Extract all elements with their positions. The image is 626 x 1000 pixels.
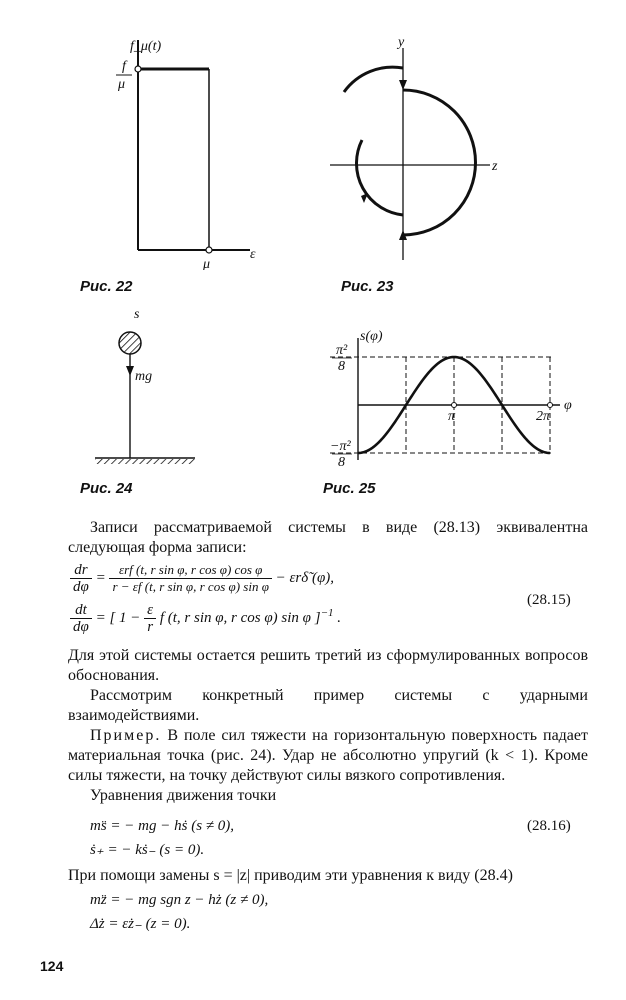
- figure-22: [70, 30, 270, 270]
- eq-number-28-16: (28.16): [527, 818, 571, 834]
- fig25-top-den: 8: [338, 359, 345, 374]
- eq1b-frac-den: r: [147, 619, 154, 635]
- fig23-arrow-left: [361, 193, 368, 203]
- eq1b-exp: −1: [320, 606, 334, 619]
- para-6-block: [68, 866, 588, 886]
- figure-25: [310, 330, 580, 480]
- eq1b-lhs-num: dt: [70, 602, 92, 619]
- fig25-bottom-den: 8: [338, 455, 345, 470]
- eq-28-15b: [70, 602, 341, 635]
- eq1b-eq: =: [95, 609, 106, 626]
- fig24-force-arrow: [126, 366, 134, 376]
- fig25-tick-2pi: 2π: [536, 409, 551, 424]
- fig22-xlabel: ε: [250, 247, 256, 262]
- fig22-x-point: μ: [203, 257, 211, 270]
- para-5: Уравнения движения точки: [90, 787, 277, 804]
- eq-28-16a: ms̈ = − mg − hṡ (s ≠ 0),: [90, 818, 235, 834]
- example-lead: Пример.: [90, 727, 162, 744]
- fig22-caption: Рис. 22: [80, 278, 133, 295]
- eq1a-num: εrf (t, r sin φ, r cos φ) cos φ: [109, 562, 271, 579]
- fig25-caption: Рис. 25: [323, 480, 376, 497]
- eq1a-tail: − εrδ̃ (φ),: [275, 569, 335, 586]
- fig23-left-arc: [356, 140, 403, 215]
- para-4: [68, 726, 588, 786]
- para-1: Записи рассматриваемой системы в виде (28.13) эквивалентна следующая форма записи:: [68, 519, 588, 556]
- fig23-y-label: y: [398, 35, 405, 50]
- fig24-ball: [119, 332, 141, 354]
- fig25-xlabel: φ: [564, 398, 572, 413]
- fig24-caption: Рис. 24: [80, 480, 133, 497]
- fig22-mu-den: μ: [118, 77, 126, 92]
- eq-number-28-15: (28.15): [527, 592, 571, 608]
- fig25-bottom-num: −π²: [330, 439, 351, 454]
- eq1b-lhs-den: dφ: [73, 619, 89, 635]
- eq1a-lhs-num: dr: [70, 562, 92, 579]
- eq1a-den: r − εf (t, r sin φ, r cos φ) sin φ: [112, 579, 269, 594]
- para-3: Рассмотрим конкретный пример системы с ударными взаимодействиями.: [68, 687, 588, 724]
- fig24-force-label: mg: [135, 369, 153, 384]
- para-4-text: В поле сил тяжести на горизонтальную поверхность падает материальная точка (рис. 24). Удар не абсолютно упругий (k < 1). Кроме силы тяжести, на точку действуют силы вязкого сопротивления.: [68, 727, 588, 784]
- figure-24: [90, 308, 200, 478]
- fig25-tick-pi: π: [448, 409, 456, 424]
- fig22-point-mu: [206, 247, 212, 253]
- page-number: 124: [40, 958, 64, 974]
- fig22-point-top: [135, 66, 141, 72]
- fig23-top-left-arc: [344, 67, 403, 92]
- fig25-tick-point-2: [548, 403, 553, 408]
- fig22-ylabel: f_μ(t): [130, 39, 162, 54]
- eq1a-lhs-den: dφ: [73, 579, 89, 595]
- fig25-tick-point-1: [452, 403, 457, 408]
- figure-23: [320, 30, 520, 270]
- para-2: Для этой системы остается решить третий из сформулированных вопросов обоснования.: [68, 647, 588, 684]
- eq-28-4a: mz̈ = − mg sgn z − hż (z ≠ 0),: [90, 892, 269, 908]
- eq1b-rest: f (t, r sin φ, r cos φ) sin φ ]: [159, 609, 321, 626]
- para-6: При помощи замены s = |z| приводим эти уравнения к виду (28.4): [68, 867, 513, 884]
- eq-28-16b: ṡ₊ = − kṡ₋ (s = 0).: [90, 842, 205, 858]
- fig24-ground-hatch: [95, 459, 195, 464]
- fig25-top-num: π²: [336, 343, 348, 358]
- para-1-block: [68, 518, 588, 558]
- fig23-arrow-top: [399, 80, 407, 90]
- eq1b-open: [ 1 −: [109, 609, 141, 626]
- fig24-s-label: s: [134, 308, 140, 322]
- eq1b-end: .: [337, 609, 342, 626]
- eq1b-frac-num: ε: [144, 602, 156, 619]
- eq-28-4b: Δż = εż₋ (z = 0).: [90, 916, 191, 932]
- body-block: [68, 646, 588, 806]
- fig22-f: f: [122, 59, 126, 74]
- fig23-z-label: z: [492, 159, 498, 174]
- eq-28-15a: $\frac{dr}{d\varphi}$ = $\frac{\text{εrf (t, r sin φ, r cos φ) cos φ}}{\text{r − εf (t, r sin φ, r cos φ) sin φ}}$ − εrδ̃ (φ),: [70, 562, 334, 595]
- fig23-caption: Рис. 23: [341, 278, 394, 295]
- fig25-ylabel: s(φ): [360, 330, 383, 344]
- fig23-right-arc: [403, 90, 476, 235]
